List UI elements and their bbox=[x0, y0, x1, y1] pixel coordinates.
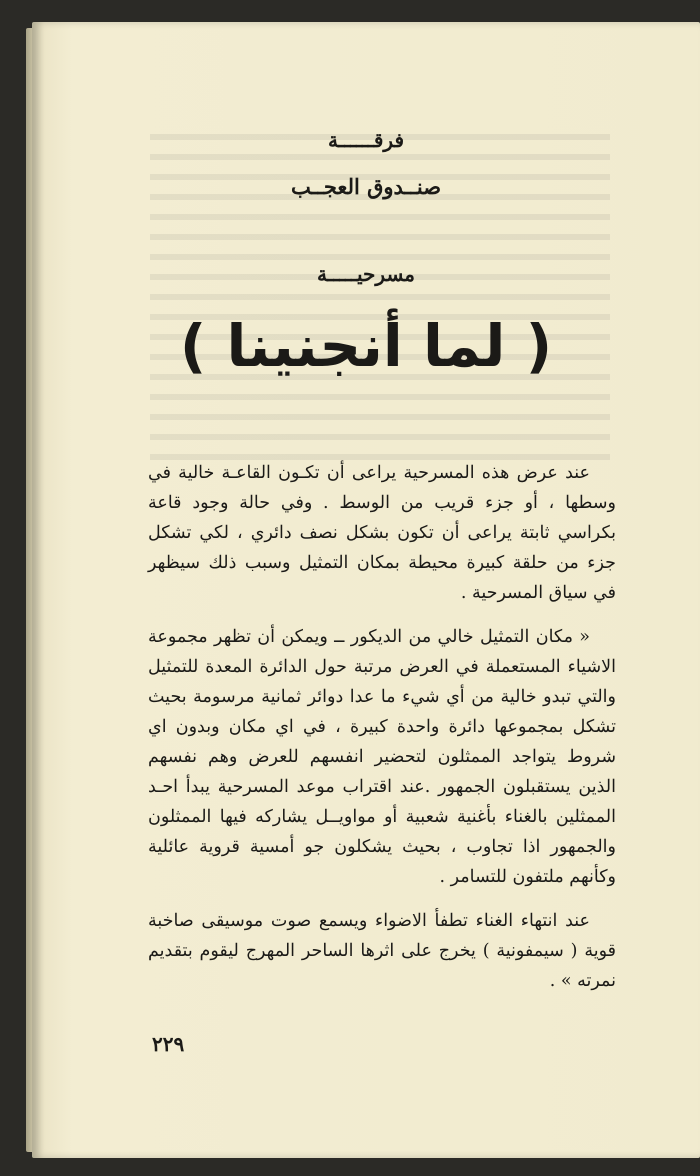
troupe-name: صنــدوق العجــب bbox=[290, 174, 442, 199]
paragraph-3: عند انتهاء الغناء تطفأ الاضواء ويسمع صوت موسيقى صاخبة قوية ( سيمفونية ) يخرج على اثرها الساحر المهرج ليقوم بتقديم نمرته » . bbox=[148, 911, 616, 991]
show-through-text bbox=[150, 120, 610, 460]
troupe-label: فرقــــــة bbox=[327, 128, 405, 152]
body-text bbox=[148, 458, 616, 1010]
paragraph-1: عند عرض هذه المسرحية يراعى أن تكـون القاعـة خالية في وسطها ، أو جزء قريب من الوسط . وفي حالة وجود قاعة بكراسي ثابتة يراعى أن تكون بشكل نصف دائري ، لكي تشكل جزء من حلقة كبيرة محيطة بمكان التمثيل وسبب ذلك سيظهر في سياق المسرحية . bbox=[148, 463, 616, 603]
play-title: ( لما أنجنينا ) bbox=[179, 312, 553, 380]
paragraph-2: « مكان التمثيل خالي من الديكور ــ ويمكن أن تظهر مجموعة الاشياء المستعملة في العرض مرتبة حول الدائرة المعدة للتمثيل والتي تبدو خالية من أي شيء ما عدا دوائر ثمانية مرسومة بحيث تشكل بمجموعها دائرة واحدة كبيرة ، في اي مكان وبدون اي شروط يتواجد الممثلون لتحضير انفسهم للعرض وهم نفسهم الذين يستقبلون الجمهور .عند اقتراب موعد المسرحية يبدأ احـد الممثلين بالغناء بأغنية شعبية أو مواويــل يشاركه فيها الممثلون والجمهور اذا تجاوب ، بحيث يشكلون جو أمسية قروية عائلية وكأنهم ملتفون للتسامر . bbox=[148, 627, 616, 887]
genre-label: مسرحيـــــة bbox=[316, 262, 415, 286]
page-number: ٢٢٩ bbox=[152, 1032, 185, 1056]
